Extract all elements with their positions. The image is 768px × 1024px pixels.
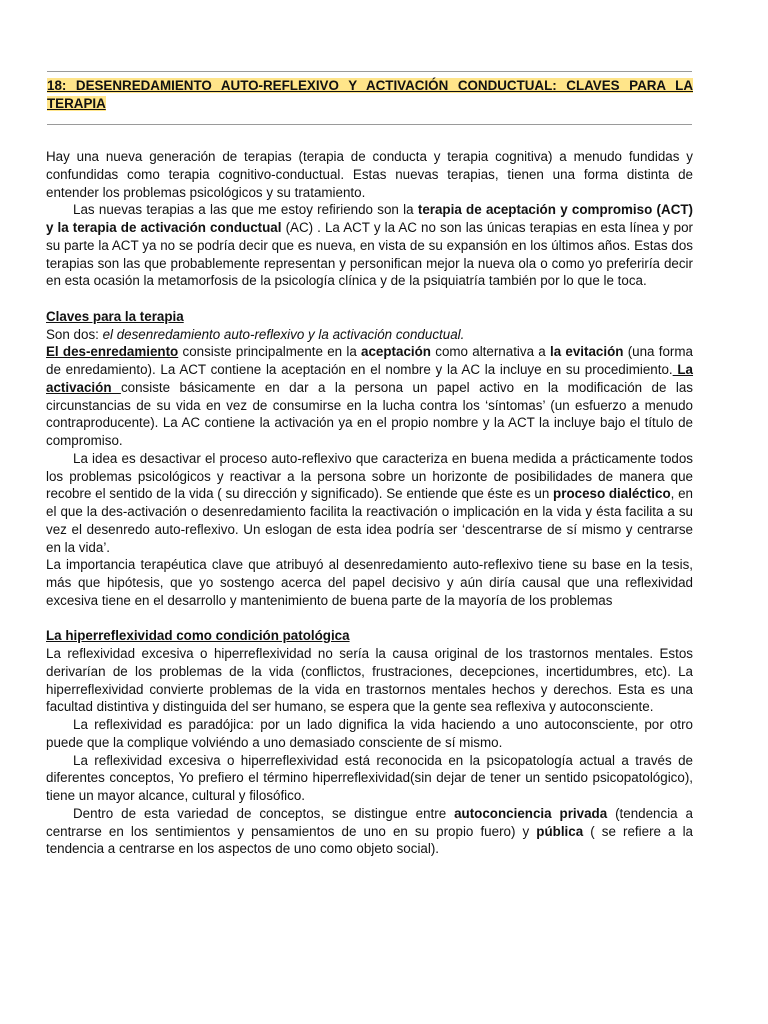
text-run: (AC) . La ACT y la AC no son las únicas terapias en esta línea y por su parte la ACT ya no se podría decir que es nueva, en vista de su expansión en los últimos años. Estas dos terapias son las que probablemente representan y personifican mejor la nueva ola o como yo preferiría decir en esta ocasión la metamorfosis de la psicología clínica y de la psiquiatría también por lo que le toca. — [46, 220, 694, 289]
text-run: Dentro de esta variedad de conceptos, se distingue entre — [73, 805, 455, 821]
term-publica: pública — [536, 823, 584, 839]
paragraph-importancia: La importancia terapéutica clave que atribuyó al desenredamiento auto-reflexivo tiene su base en la tesis, más que hipótesis, que yo sostengo acerca del papel decisivo y aún diría causal que una reflexividad excesiva tiene en el desarrollo y mantenimiento de buena parte de la mayoría de los problemas — [46, 557, 693, 608]
text-run: (una forma de enredamiento). La ACT contiene la aceptación en el nombre y la AC la incluye en su procedimiento. — [46, 344, 693, 377]
term-proceso-dialectico: proceso dialéctico — [553, 486, 671, 502]
heading-hiperreflexividad: La hiperreflexividad como condición patológica — [46, 628, 350, 644]
paragraph-autoconciencia — [46, 805, 693, 858]
bold-therapies: terapia de aceptación y compromiso (ACT) y la terapia de activación conductual — [46, 202, 693, 235]
text-run: como alternativa a — [431, 344, 550, 360]
term-evitacion: la evitación — [549, 344, 624, 360]
text-run: ( se refiere a la tendencia a centrarse en los aspectos de uno como objeto social). — [46, 823, 694, 857]
text-run: consiste principalmente en la — [178, 344, 362, 360]
text-run: , en el que la des-activación o desenredamiento facilita la reactivación o implicación en la vida y ésta facilita a su vez el desenredo auto-reflexivo. Un eslogan de esta idea podría ser ‘descentrarse de sí mismo y centrarse en la vida’. — [46, 486, 693, 555]
paragraph-new-therapies — [46, 201, 693, 290]
text-run: La idea es desactivar el proceso auto-reflexivo que caracteriza en buena medida a prácticamente todos los problemas psicológicos y reactivar a la persona sobre un horizonte de posibilidades de manera que recobre el sentido de la vida ( su dirección y significado). Se entiende que éste es un — [46, 450, 693, 502]
term-desenredamiento: El des-enredamiento — [46, 344, 179, 360]
bottom-divider — [47, 124, 692, 125]
paragraph-paradojica: La reflexividad es paradójica: por un lado dignifica la vida haciendo a uno autoconsciente, por otro puede que la complique volviéndo a uno demasiado consciente de sí mismo. — [46, 717, 693, 750]
text-run: Son dos: — [46, 326, 103, 342]
heading-claves: Claves para la terapia — [46, 308, 184, 324]
text-run: Las nuevas terapias a las que me estoy refiriendo son la — [73, 202, 418, 218]
paragraph-psicopatologia: La reflexividad excesiva o hiperreflexividad está reconocida en la psicopatología actual a través de diferentes conceptos, Yo prefiero el término hiperreflexividad(sin dejar de tener un sentido psicopatológico), tiene un mayor alcance, cultural y filosófico. — [46, 752, 693, 803]
term-aceptacion: aceptación — [361, 344, 431, 360]
term-activacion: La activación — [46, 362, 694, 395]
italic-keys: el desenredamiento auto-reflexivo y la activación conductual. — [102, 326, 465, 342]
paragraph-idea — [46, 450, 693, 557]
text-run: (tendencia a centrarse en los sentimientos y pensamientos de uno en su propio fuero) y — [46, 805, 694, 839]
top-divider — [47, 71, 692, 72]
paragraph-desenredamiento — [46, 343, 693, 450]
paragraph-reflexividad-excesiva: La reflexividad excesiva o hiperreflexividad no sería la causa original de los trastornos mentales. Estos derivarían de los problemas de la vida (conflictos, frustraciones, decepciones, incertidumbres, etc). La hiperreflexividad convierte problemas de la vida en trastornos mentales hechos y derechos. Esta es una facultad distintiva y distinguida del ser humano, se espera que la gente sea reflexiva y autoconsciente. — [46, 646, 693, 715]
paragraph-son-dos — [46, 326, 693, 344]
term-autoconciencia-privada: autoconciencia privada — [454, 805, 608, 821]
text-run: consiste básicamente en dar a la persona un papel activo en la modificación de las circunstancias de su vida en vez de consumirse en la lucha contra los ‘síntomas’ (un esfuerzo a menudo contraproducente). La AC contiene la activación ya en el propio nombre y la ACT la incluye bajo el título de compromiso. — [46, 379, 693, 448]
title-highlight: 18: DESENREDAMIENTO AUTO-REFLEXIVO Y ACTIVACIÓN CONDUCTUAL: CLAVES PARA LA TERAPIA — [47, 78, 693, 111]
document-title — [47, 77, 693, 113]
paragraph-intro: Hay una nueva generación de terapias (terapia de conducta y terapia cognitiva) a menudo fundidas y confundidas como terapia cognitivo-conductual. Estas nuevas terapias, tienen una forma distinta de entender los problemas psicológicos y su tratamiento. — [46, 149, 693, 200]
document-body — [46, 148, 693, 858]
